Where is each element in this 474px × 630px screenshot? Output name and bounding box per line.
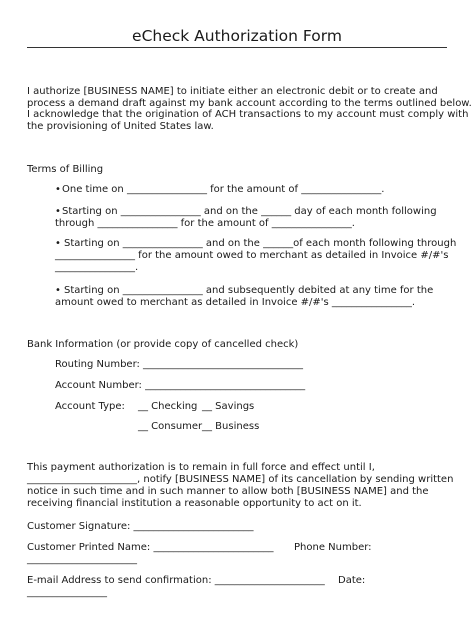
- starting1-line-1: Starting on ________________ and on the ______ day of each month following: [62, 206, 437, 217]
- checking-option: __ Checking: [138, 401, 198, 412]
- intro-line-1: I authorize [BUSINESS NAME] to initiate either an electronic debit or to create and: [27, 86, 438, 97]
- email-confirmation-field: E-mail Address to send confirmation: ______________________: [27, 575, 325, 586]
- date-line: ________________: [27, 587, 107, 598]
- bullet-marker: •: [55, 238, 61, 249]
- one-time-line: One time on ________________ for the amount of ________________.: [62, 184, 385, 195]
- closing-line-2: ______________________, notify [BUSINESS NAME] of its cancellation by sending written: [27, 474, 454, 485]
- customer-signature-field: Customer Signature: ________________________: [27, 521, 254, 532]
- starting3-line-1: Starting on ________________ and subsequently debited at any time for the: [64, 285, 434, 296]
- starting2-line-1: Starting on ________________ and on the ______of each month following through: [64, 238, 457, 249]
- starting1-line-2: through ________________ for the amount of ________________.: [55, 218, 355, 229]
- billing-heading: Terms of Billing: [27, 164, 104, 175]
- consumer-option: __ Consumer: [138, 421, 203, 432]
- bank-heading: Bank Information (or provide copy of cancelled check): [27, 339, 299, 350]
- intro-line-2: process a demand draft against my bank account according to the terms outlined below.: [27, 97, 472, 109]
- bullet-marker: •: [55, 285, 61, 296]
- date-label: Date:: [338, 575, 366, 586]
- phone-number-label: Phone Number:: [294, 542, 372, 553]
- savings-option: __ Savings: [202, 401, 255, 412]
- title-divider: [27, 47, 447, 48]
- intro-paragraph: [27, 86, 472, 132]
- routing-number-field: Routing Number: ________________________________: [55, 359, 304, 370]
- starting2-line-3: ________________.: [55, 262, 139, 273]
- closing-line-1: This payment authorization is to remain in full force and effect until I,: [27, 462, 375, 473]
- closing-line-4: receiving financial institution a reasonable opportunity to act on it.: [27, 498, 362, 509]
- bullet-marker: •: [55, 206, 61, 217]
- business-option: __ Business: [202, 421, 260, 432]
- starting3-line-2: amount owed to merchant as detailed in Invoice #/#'s ________________.: [55, 297, 416, 308]
- page-title: eCheck Authorization Form: [132, 27, 342, 45]
- closing-line-3: notice in such time and in such manner to allow both [BUSINESS NAME] and the: [27, 486, 429, 497]
- account-number-field: Account Number: ________________________________: [55, 380, 306, 391]
- bullet-marker: •: [55, 184, 61, 195]
- account-type-label: Account Type:: [55, 401, 125, 412]
- phone-number-line: ______________________: [27, 554, 137, 565]
- intro-line-4: the provisioning of United States law.: [27, 120, 214, 132]
- customer-printed-name-field: Customer Printed Name: ________________________: [27, 542, 274, 553]
- starting2-line-2: ________________ for the amount owed to merchant as detailed in Invoice #/#'s: [55, 250, 449, 261]
- intro-line-3: I acknowledge that the origination of ACH transactions to my account must comply with: [27, 109, 469, 121]
